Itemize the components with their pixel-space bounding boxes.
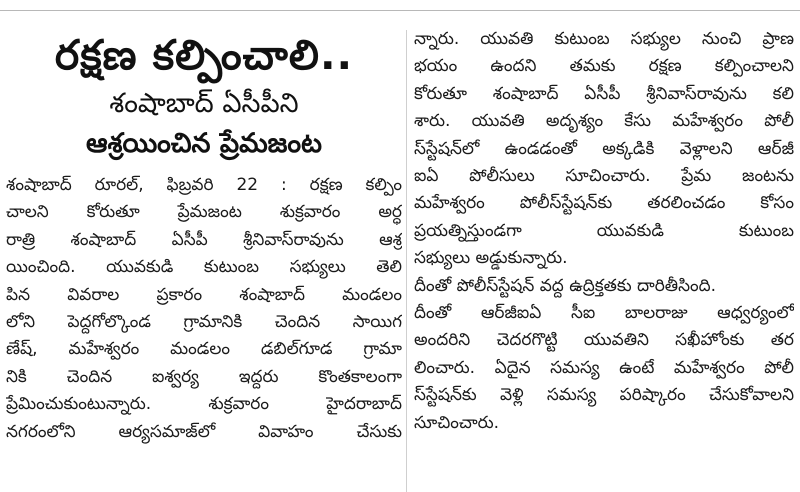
body-line: స్‌స్టేషన్‌లో ఉండడంతో అక్కడికి వెళ్లాలని ఆర్‌జీ [414, 138, 794, 159]
body-line: న్నారు. యువతి కుటుంబ సభ్యుల నుంచి ప్రాణ [414, 29, 794, 49]
column-divider [406, 30, 407, 492]
body-line: లోని పెద్దగోల్కొండ గ్రామానికి చెందిన సాయిగ [6, 312, 402, 333]
right-body-text [414, 26, 794, 437]
body-line: ప్రయత్నిస్తుండగా యువకుడి కుటుంబ [414, 220, 794, 241]
body-line: ణేష్, మహేశ్వరం మండలం డబిల్‌గూడ గ్రామా [6, 339, 402, 360]
body-line: అందరిని చెదరగొట్టి యువతిని సఖీహోంకు తర [414, 330, 794, 351]
body-line: దీంతో పోలీస్‌స్టేషన్ వద్ద ఉద్రిక్తతకు దారితీసింది. [414, 275, 717, 296]
body-line: నగరంలోని ఆర్యసమాజ్‌లో వివాహం చేసుకు [6, 421, 402, 442]
body-line: ఐఏ పోలీసులు సూచించారు. ప్రేమ జంటను [414, 166, 794, 187]
body-line: యించింది. యువకుడి కుటుంబ సభ్యులు తెలి [6, 257, 402, 278]
body-line: నికి చెందిన ఐశ్వర్య ఇద్దరు కొంతకాలంగా [6, 366, 402, 387]
left-body-text [6, 172, 402, 446]
right-column [414, 26, 794, 492]
body-line: సభ్యులు అడ్డుకున్నారు. [414, 248, 568, 269]
body-line: సూచించారు. [414, 412, 500, 433]
body-line: శారు. యువతి అదృశ్యం కేసు మహేశ్వరం పోలీ [414, 111, 794, 132]
body-line: దీంతో ఆర్‌జీఐఏ సీఐ బాలరాజు ఆధ్వర్యంలో [414, 303, 794, 324]
body-line: స్‌స్టేషన్‌కు వెళ్లి సమస్య పరిష్కారం చేసుకోవాలని [414, 385, 794, 406]
body-line: భయం ఉందని తమకు రక్షణ కల్పించాలని [414, 56, 794, 77]
body-line: కోరుతూ శంషాబాద్ ఏసీపీ శ్రీనివాస్‌రావును కలి [414, 83, 794, 104]
subheadline-line-1: శంషాబాద్ ఏసీపీని [109, 88, 299, 119]
body-line: మహేశ్వరం పోలీస్‌స్టేషన్‌కు తరలించడం కోసం [414, 193, 794, 214]
headline: రక్షణ కల్పించాలి.. [54, 31, 354, 79]
body-line: ప్రేమించుకుంటున్నారు. శుక్రవారం హైదరాబాద్ [6, 394, 402, 415]
body-line: రాత్రి శంషాబాద్ ఏసీపీ శ్రీనివాస్‌రావును ఆశ్ర [6, 229, 402, 250]
body-line: పిన వివరాల ప్రకారం శంషాబాద్ మండలం [6, 284, 402, 305]
body-line: శంషాబాద్ రూరల్, ఫిబ్రవరి 22 : రక్షణ కల్పిం [6, 175, 402, 195]
left-column [6, 26, 402, 492]
subheadline-line-2: ఆశ్రయించిన ప్రేమజంట [86, 128, 322, 159]
body-line: చాలని కోరుతూ ప్రేమజంట శుక్రవారం అర్ధ [6, 202, 402, 223]
body-line: లించారు. ఏదైన సమస్య ఉంటే మహేశ్వరం పోలీ [414, 357, 794, 378]
